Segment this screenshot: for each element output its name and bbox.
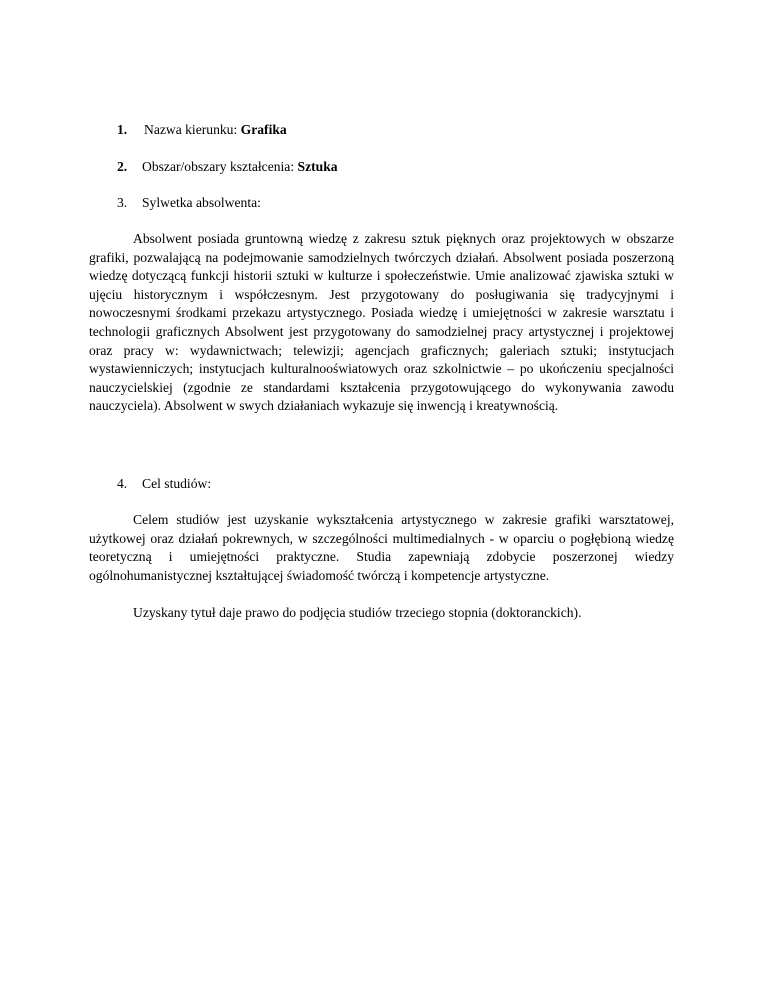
- degree-rights-paragraph: Uzyskany tytuł daje prawo do podjęcia studiów trzeciego stopnia (doktoranckich).: [133, 605, 582, 620]
- section-label: Nazwa kierunku:: [144, 122, 241, 137]
- study-goal-paragraph: Celem studiów jest uzyskanie wykształcenia artystycznego w zakresie grafiki warsztatowej, użytkowej oraz działań pokrewnych, w szczególności multimedialnych - w oparciu o pogłębioną wiedzę teoretyczną i umiejętności praktyczne. Studia zapewniają zdobycie poszerzonej wiedzy ogólnohumanistycznej kształtującej świadomość twórczą i kompetencje artystyczne.: [89, 512, 674, 583]
- section-1-field-of-study: [117, 121, 287, 140]
- field-of-study-value: Grafika: [240, 122, 287, 137]
- education-area-value: Sztuka: [297, 159, 338, 174]
- section-number: 1.: [117, 122, 128, 137]
- section-3-graduate-profile: [117, 194, 261, 213]
- section-number: 4.: [117, 476, 128, 491]
- section-label: Cel studiów:: [142, 476, 212, 491]
- section-label: Sylwetka absolwenta:: [142, 195, 261, 210]
- section-label: Obszar/obszary kształcenia:: [142, 159, 298, 174]
- section-4-study-goal: [117, 475, 211, 494]
- section-2-education-area: [117, 158, 338, 177]
- section-number: 3.: [117, 195, 128, 210]
- graduate-profile-paragraph: Absolwent posiada gruntowną wiedzę z zakresu sztuk pięknych oraz projektowych w obszarze grafiki, pozwalającą na podejmowanie samodzielnych twórczych działań. Absolwent posiada poszerzoną wiedzę dotyczącą funkcji historii sztuki w kulturze i społeczeństwie. Umie analizować zjawiska sztuki w ujęciu historycznym i współczesnym. Jest przygotowany do posługiwania się tradycyjnymi i nowoczesnymi środkami przekazu artystycznego. Posiada wiedzę i umiejętności w zakresie warsztatu i technologii graficznych Absolwent jest przygotowany do samodzielnej pracy artystycznej i projektowej oraz pracy w: wydawnictwach; telewizji; agencjach graficznych; galeriach sztuki; instytucjach wystawienniczych; instytucjach kulturalnooświatowych oraz szkolnictwie – po ukończeniu specjalności nauczycielskiej (zgodnie ze standardami kształcenia przygotowującego do wykonywania zawodu nauczyciela). Absolwent w swych działaniach wykazuje się inwencją i kreatywnością.: [89, 231, 674, 414]
- section-number: 2.: [117, 159, 128, 174]
